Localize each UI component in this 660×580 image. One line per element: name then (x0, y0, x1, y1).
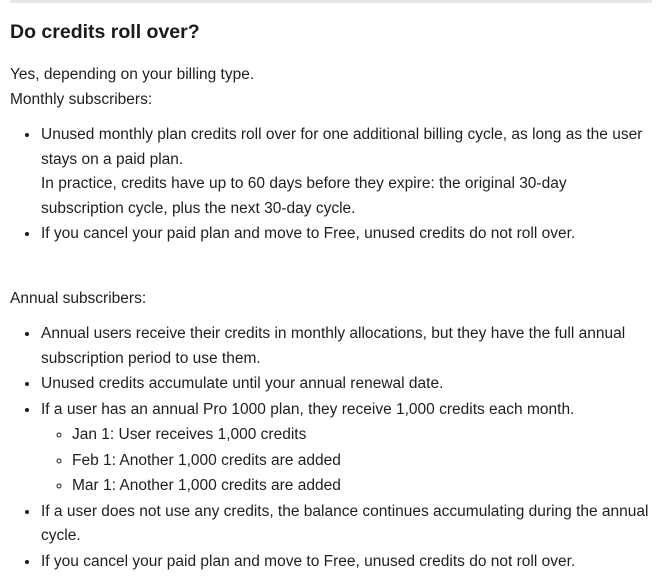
list-item: • If you cancel your paid plan and move to Free, unused credits do not roll over. (40, 549, 650, 575)
annual-heading: Annual subscribers: (10, 289, 147, 307)
schedule-item: ◦ Feb 1: Another 1,000 credits are added (72, 448, 650, 474)
list-item (40, 221, 650, 247)
intro-text: Yes, depending on your billing type. (10, 66, 255, 83)
list-item: • Unused credits accumulate until your annual renewal date. (40, 371, 650, 397)
annual-plan-example-text: If a user has an annual Pro 1000 plan, they receive 1,000 credits each month. (41, 400, 575, 418)
schedule-item: ◦ Mar 1: Another 1,000 credits are added (72, 473, 650, 499)
faq-question-title: Do credits roll over? (10, 21, 200, 43)
top-divider (10, 0, 652, 3)
list-item (40, 397, 650, 499)
section-spacer (10, 247, 650, 287)
monthly-cancel-text: If you cancel your paid plan and move to Free, unused credits do not roll over. (41, 225, 576, 242)
list-item: • Annual users receive their credits in monthly allocations, but they have the full annual subscription period to use them. (40, 321, 650, 371)
annual-list (10, 321, 650, 574)
monthly-rollover-text: • Unused monthly plan credits roll over for one additional billing cycle, as long as the user stays on a paid plan. (41, 126, 643, 168)
list-item (40, 122, 650, 221)
monthly-heading: Monthly subscribers: (10, 90, 153, 108)
credit-schedule-list (41, 422, 650, 499)
monthly-expiry-text: In practice, credits have up to 60 days before they expire: the original 30-day subscription cycle, plus the next 30-day cycle. (41, 175, 567, 217)
monthly-list (10, 122, 650, 247)
list-item: • If a user does not use any credits, the balance continues accumulating during the annual cycle. (40, 499, 650, 549)
faq-article (10, 18, 650, 574)
schedule-item: ◦ Jan 1: User receives 1,000 credits (72, 422, 650, 448)
